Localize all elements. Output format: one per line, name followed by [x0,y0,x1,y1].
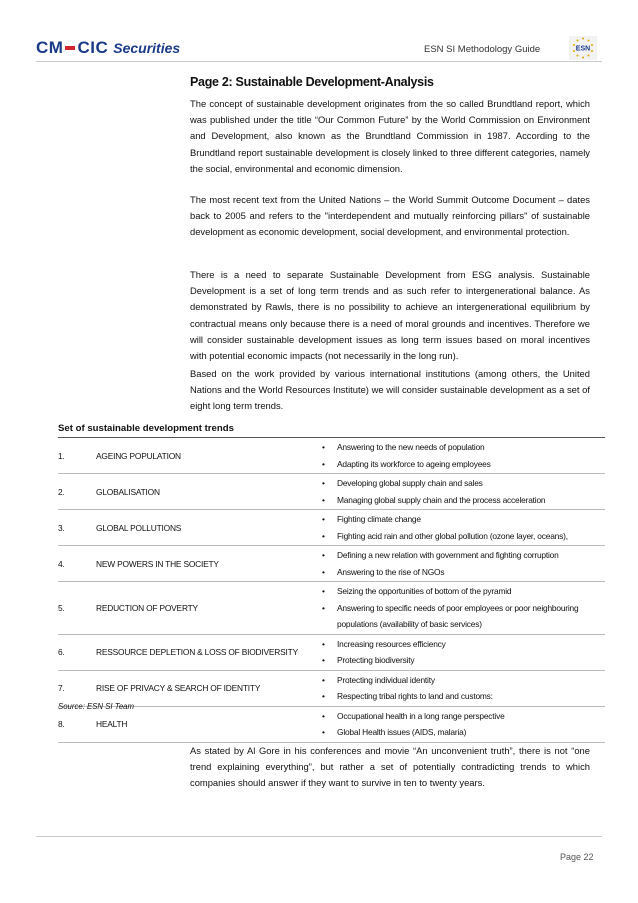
trend-bullet-item: • Global Health issues (AIDS, malaria) [322,724,605,741]
trend-bullet-item: • Answering to specific needs of poor employees or poor neighbouring populations (availability of basic services) [322,600,605,633]
trend-bullet-item: • Defining a new relation with government and fighting corruption [322,547,605,564]
trend-bullet-list [322,582,605,634]
logo-cic-text: CIC [77,38,109,57]
esn-logo-icon [569,36,597,60]
paragraph-brundtland: The concept of sustainable development originates from the so called Brundtland report, which was published under the title “Our Common Future” by the World Commission on Environment and Development, also known as the Brundtland Commission in 1987. According to the Brundtland report sustainable development is closely linked to three different categories, namely the social, environmental and economic dimension. [190,98,590,174]
trend-actions [322,546,605,582]
trend-bullet-item: • Adapting its workforce to ageing employees [322,456,605,473]
trend-bullet-list [322,474,605,509]
logo-red-bar [65,46,75,50]
trend-bullet-list [322,707,605,742]
logo-securities-text: Securities [113,40,181,56]
trend-bullet-list [322,671,605,706]
trend-bullet-item: • Fighting acid rain and other global pollution (ozone layer, oceans), [322,528,605,545]
trend-actions [322,670,605,706]
paragraph-esg-separation: There is a need to separate Sustainable Development from ESG analysis. Sustainable Development is a set of long term trends and as such refer to intergenerational balance. As demonstrated by Rawls, there is no possibility to achieve an intergenerational equilibrium by contractual means only because there is a need of moral grounds and incentives. Therefore we will consider sustainable development issues as long term issues based on moral incentives with potential economic impacts (not necessarily in the long run). [190,269,590,362]
cm-cic-securities-logo [36,36,180,60]
trend-bullet-list [322,510,605,545]
trend-bullet-list [322,438,605,473]
table-title: Set of sustainable development trends [58,423,234,434]
trend-bullet-item: • Answering to the rise of NGOs [322,564,605,581]
trend-bullet-item: • Protecting biodiversity [322,652,605,669]
trend-number: 7. [58,683,65,693]
trend-number: 6. [58,647,65,657]
trends-table [58,437,605,743]
trend-bullet-item: • Developing global supply chain and sales [322,475,605,492]
trend-name: RESSOURCE DEPLETION & LOSS OF BIODIVERSITY [96,647,298,657]
table-row [58,510,605,546]
trend-bullet-item: • Answering to the new needs of population [322,439,605,456]
trend-name: GLOBALISATION [96,486,160,497]
trend-name: RISE OF PRIVACY & SEARCH OF IDENTITY [96,683,261,693]
table-row [58,582,605,635]
paragraph-united-nations: The most recent text from the United Nations – the World Summit Outcome Document – dates back to 2005 and refers to the "interdependent and mutually reinforcing pillars" of sustainable development as economic development, social development, and environmental protection. [190,194,590,238]
trend-name: AGEING POPULATION [96,450,181,461]
page-number: Page 22 [560,852,594,862]
trend-bullet-item: • Seizing the opportunities of bottom of the pyramid [322,583,605,600]
trend-actions [322,474,605,510]
trend-actions [322,582,605,635]
table-row [58,706,605,742]
trend-actions [322,510,605,546]
trend-name: REDUCTION OF POVERTY [96,602,198,613]
table-row [58,438,605,474]
trend-number: 4. [58,558,65,569]
trend-bullet-item: • Increasing resources efficiency [322,636,605,653]
esn-logo-text: ESN [575,45,591,53]
table-source: Source: ESN SI Team [58,702,134,711]
trend-name: NEW POWERS IN THE SOCIETY [96,558,219,569]
trend-bullet-item: • Managing global supply chain and the process acceleration [322,492,605,509]
page-heading: Page 2: Sustainable Development-Analysis [190,75,434,89]
guide-title: ESN SI Methodology Guide [424,44,541,55]
trend-number: 5. [58,602,65,613]
trend-bullet-item: • Respecting tribal rights to land and customs: [322,688,605,705]
trend-actions [322,438,605,474]
trend-bullet-item: • Protecting individual identity [322,672,605,689]
trend-number: 1. [58,450,65,461]
trend-number: 3. [58,522,65,533]
trend-bullet-list [322,635,605,670]
trend-actions [322,634,605,670]
trend-bullet-list [322,546,605,581]
trend-name: GLOBAL POLLUTIONS [96,522,182,533]
footer-divider [36,836,602,837]
paragraph-eight-trends: Based on the work provided by various international institutions (among others, the United Nations and the World Resources Institute) we will consider sustainable development as a set of eight long term trends. [190,368,590,412]
page-header [36,36,602,62]
trend-number: 2. [58,486,65,497]
trend-number: 8. [58,719,65,729]
table-row [58,634,605,670]
table-row [58,670,605,706]
paragraph-al-gore: As stated by Al Gore in his conferences and movie “An unconvenient truth”, there is not “one trend explaining everything”, but rather a set of potentially contradicting trends to which companies should answer if they want to survive in ten to twenty years. [190,745,590,789]
logo-cm-text: CM [36,38,64,57]
trend-bullet-item: • Fighting climate change [322,511,605,528]
table-row [58,546,605,582]
trend-name: HEALTH [96,719,128,729]
trend-actions [322,706,605,742]
header-divider [36,61,602,62]
table-row [58,474,605,510]
trend-bullet-item: • Occupational health in a long range perspective [322,708,605,725]
